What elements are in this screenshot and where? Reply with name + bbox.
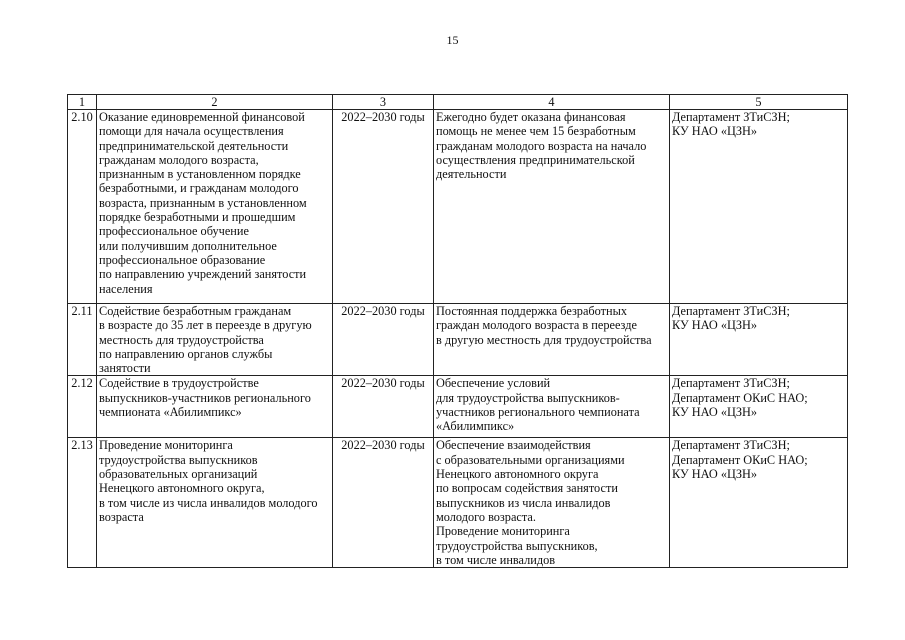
cell-text-line: в другую местность для трудоустройства: [436, 332, 652, 347]
executors-cell: [670, 376, 848, 438]
cell-text-line: КУ НАО «ЦЗН»: [672, 405, 758, 420]
executors-cell: [670, 304, 848, 376]
column-header: 4: [434, 95, 670, 110]
item-number-cell: 2.11: [68, 304, 97, 376]
cell-text-line: Содействие в трудоустройстве: [99, 376, 259, 391]
cell-text-line: или получившим дополнительное: [99, 238, 277, 253]
cell-text-line: профессиональное обучение: [99, 224, 249, 239]
column-header: 5: [670, 95, 848, 110]
cell-text-line: Департамент ЗТиСЗН;: [672, 438, 790, 453]
cell-text-line: КУ НАО «ЦЗН»: [672, 467, 758, 482]
column-header: 1: [68, 95, 97, 110]
cell-text-line: Департамент ОКиС НАО;: [672, 452, 808, 467]
cell-text-line: по направлению органов службы: [99, 346, 273, 361]
cell-text-line: помощь не менее чем 15 безработным: [436, 124, 636, 139]
measures-table: [67, 94, 848, 568]
cell-text-line: выпускников из числа инвалидов: [436, 495, 611, 510]
cell-text-line: КУ НАО «ЦЗН»: [672, 124, 758, 139]
expected-result-cell: [434, 110, 670, 304]
page-number: 15: [446, 33, 459, 47]
cell-text-line: Постоянная поддержка безработных: [436, 304, 628, 318]
cell-text-line: трудоустройства выпускников,: [436, 538, 598, 553]
cell-text-line: трудоустройства выпускников: [99, 452, 258, 467]
cell-text-line: Обеспечение взаимодействия: [436, 438, 591, 453]
measure-cell: [97, 304, 333, 376]
item-number-cell: 2.12: [68, 376, 97, 438]
executors-cell: [670, 110, 848, 304]
cell-text-line: в том числе инвалидов: [436, 552, 556, 567]
cell-text-line: занятости: [99, 361, 151, 376]
cell-text-line: в том числе из числа инвалидов молодого: [99, 495, 318, 510]
cell-text-line: Департамент ЗТиСЗН;: [672, 110, 790, 124]
cell-text-line: по вопросам содействия занятости: [436, 481, 618, 496]
cell-text-line: Ежегодно будет оказана финансовая: [436, 110, 626, 124]
period-cell: 2022–2030 годы: [333, 304, 434, 376]
table-header-row: [68, 95, 848, 110]
cell-text-line: в возрасте до 35 лет в переезде в другую: [99, 318, 312, 333]
cell-text-line: Департамент ОКиС НАО;: [672, 390, 808, 405]
cell-text-line: осуществления предпринимательской: [436, 152, 635, 167]
cell-text-line: «Абилимпикс»: [436, 419, 515, 434]
cell-text-line: предпринимательской деятельности: [99, 138, 289, 153]
measure-cell: [97, 110, 333, 304]
table-row: [68, 110, 848, 304]
cell-text-line: Проведение мониторинга: [99, 438, 233, 453]
cell-text-line: участников регионального чемпионата: [436, 405, 640, 420]
cell-text-line: образовательных организаций: [99, 467, 258, 482]
item-number-cell: 2.10: [68, 110, 97, 304]
expected-result-cell: [434, 376, 670, 438]
cell-text-line: возраста: [99, 509, 144, 524]
cell-text-line: возраста, признанным в установленном: [99, 195, 307, 210]
cell-text-line: порядке безработными и прошедшим: [99, 210, 296, 225]
column-header: 2: [97, 95, 333, 110]
expected-result-cell: [434, 438, 670, 568]
cell-text-line: Оказание единовременной финансовой: [99, 110, 305, 124]
cell-text-line: Ненецкого автономного округа: [436, 467, 599, 482]
cell-text-line: по направлению учреждений занятости: [99, 267, 307, 282]
cell-text-line: для трудоустройства выпускников-: [436, 390, 620, 405]
table-body: [68, 110, 848, 568]
cell-text-line: молодого возраста.: [436, 509, 536, 524]
cell-text-line: деятельности: [436, 167, 507, 182]
executors-cell: [670, 438, 848, 568]
cell-text-line: Проведение мониторинга: [436, 524, 570, 539]
column-header: 3: [333, 95, 434, 110]
cell-text-line: Департамент ЗТиСЗН;: [672, 376, 790, 391]
cell-text-line: Ненецкого автономного округа,: [99, 481, 265, 496]
measure-cell: [97, 438, 333, 568]
cell-text-line: безработными, и гражданам молодого: [99, 181, 299, 196]
cell-text-line: профессиональное образование: [99, 252, 266, 267]
measure-cell: [97, 376, 333, 438]
cell-text-line: населения: [99, 281, 153, 296]
cell-text-line: гражданам молодого возраста на начало: [436, 138, 647, 153]
period-cell: 2022–2030 годы: [333, 110, 434, 304]
cell-text-line: гражданам молодого возраста,: [99, 152, 259, 167]
cell-text-line: Содействие безработным гражданам: [99, 304, 292, 318]
period-cell: 2022–2030 годы: [333, 438, 434, 568]
cell-text-line: КУ НАО «ЦЗН»: [672, 318, 758, 333]
cell-text-line: местность для трудоустройства: [99, 332, 264, 347]
table-row: [68, 304, 848, 376]
cell-text-line: выпускников-участников регионального: [99, 390, 311, 405]
cell-text-line: Обеспечение условий: [436, 376, 551, 391]
table-row: [68, 438, 848, 568]
table-row: [68, 376, 848, 438]
cell-text-line: Департамент ЗТиСЗН;: [672, 304, 790, 318]
expected-result-cell: [434, 304, 670, 376]
item-number-cell: 2.13: [68, 438, 97, 568]
period-cell: 2022–2030 годы: [333, 376, 434, 438]
cell-text-line: чемпионата «Абилимпикс»: [99, 405, 242, 420]
cell-text-line: граждан молодого возраста в переезде: [436, 318, 637, 333]
cell-text-line: признанным в установленном порядке: [99, 167, 301, 182]
cell-text-line: с образовательными организациями: [436, 452, 625, 467]
cell-text-line: помощи для начала осуществления: [99, 124, 284, 139]
